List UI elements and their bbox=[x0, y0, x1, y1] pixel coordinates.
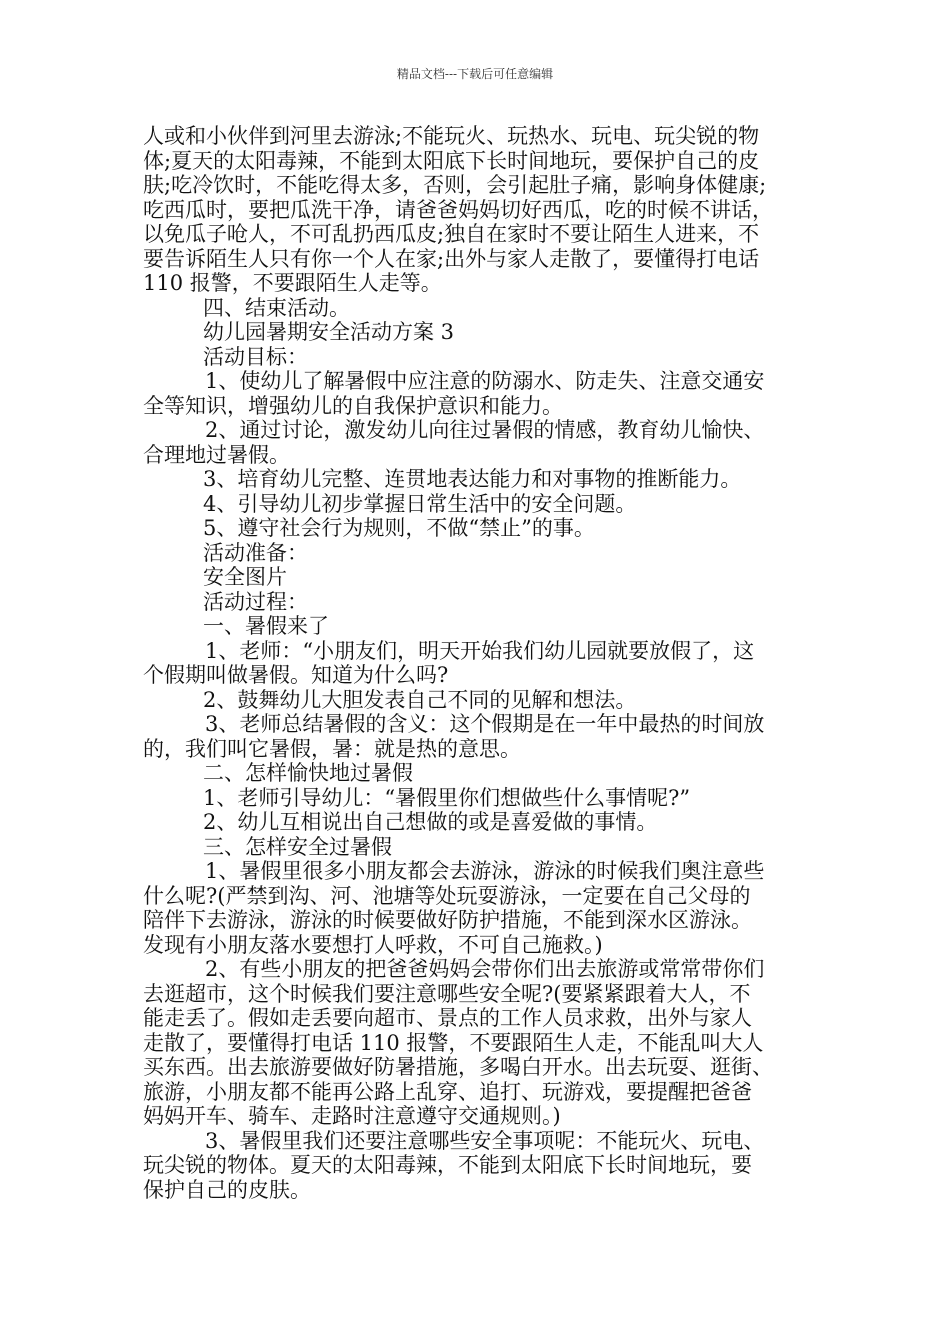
text-line: 要告诉陌生人只有你一个人在家;出外与家人走散了，要懂得打电话 bbox=[143, 246, 760, 271]
text-line: 走散了，要懂得打电话 110 报警，不要跟陌生人走，不能乱叫大人 bbox=[143, 1030, 764, 1055]
text-line: 一、暑假来了 bbox=[203, 614, 329, 638]
text-line: 合理地过暑假。 bbox=[143, 442, 290, 467]
text-line: 活动准备： bbox=[203, 540, 308, 565]
page-header: 精品文档---下载后可任意编辑 bbox=[396, 67, 554, 81]
text-line: 旅游，小朋友都不能再公路上乱穿、追打、玩游戏，要提醒把爸爸 bbox=[143, 1079, 752, 1104]
text-line: 二、怎样愉快地过暑假 bbox=[203, 761, 413, 785]
text-line: 体;夏天的太阳毒辣，不能到太阳底下长时间地玩，要保护自己的皮 bbox=[143, 148, 760, 173]
text-line: 什么呢?(严禁到沟、河、池塘等处玩耍游泳，一定要在自己父母的 bbox=[143, 883, 751, 908]
text-line: 活动目标： bbox=[203, 344, 308, 369]
text-line: 吃西瓜时，要把瓜洗干净，请爸爸妈妈切好西瓜，吃的时候不讲话， bbox=[143, 197, 773, 222]
text-line: 全等知识，增强幼儿的自我保护意识和能力。 bbox=[143, 393, 563, 418]
text-line: 1、使幼儿了解暑假中应注意的防溺水、防走失、注意交通安 bbox=[205, 369, 765, 393]
text-line: 活动过程： bbox=[203, 589, 308, 614]
text-line: 2、通过讨论，激发幼儿向往过暑假的情感，教育幼儿愉快、 bbox=[205, 418, 765, 442]
text-line: 保护自己的皮肤。 bbox=[143, 1177, 311, 1202]
text-line: 个假期叫做暑假。知道为什么吗? bbox=[143, 663, 449, 687]
text-line: 2、鼓舞幼儿大胆发表自己不同的见解和想法。 bbox=[203, 687, 637, 712]
text-line: 人或和小伙伴到河里去游泳;不能玩火、玩热水、玩电、玩尖锐的物 bbox=[143, 124, 760, 148]
text-line: 妈妈开车、骑车、走路时注意遵守交通规则。) bbox=[143, 1104, 561, 1128]
text-line: 2、有些小朋友的把爸爸妈妈会带你们出去旅游或常常带你们 bbox=[205, 957, 765, 981]
text-line: 3、老师总结暑假的含义：这个假期是在一年中最热的时间放 bbox=[205, 712, 765, 736]
text-line: 2、幼儿互相说出自己想做的或是喜爱做的事情。 bbox=[203, 810, 658, 834]
text-line: 5、遵守社会行为规则，不做“禁止”的事。 bbox=[203, 516, 595, 540]
text-line: 买东西。出去旅游要做好防暑措施，多喝白开水。出去玩耍、逛街、 bbox=[143, 1055, 773, 1079]
text-line: 陪伴下去游泳，游泳的时候要做好防护措施，不能到深水区游泳。 bbox=[143, 908, 752, 932]
text-line: 1、老师引导幼儿：“暑假里你们想做些什么事情呢?” bbox=[203, 785, 691, 810]
text-line: 1、暑假里很多小朋友都会去游泳，游泳的时候我们奥注意些 bbox=[205, 859, 765, 883]
text-line: 三、怎样安全过暑假 bbox=[203, 834, 392, 859]
text-line: 肤;吃冷饮时，不能吃得太多，否则，会引起肚子痛，影响身体健康; bbox=[143, 173, 767, 197]
text-line: 发现有小朋友落水要想打人呼救，不可自己施救。) bbox=[143, 932, 603, 957]
text-line: 玩尖锐的物体。夏天的太阳毒辣，不能到太阳底下长时间地玩，要 bbox=[143, 1153, 752, 1177]
text-line: 以免瓜子呛人，不可乱扔西瓜皮;独自在家时不要让陌生人进来，不 bbox=[143, 222, 760, 246]
text-line: 四、结束活动。 bbox=[203, 295, 350, 320]
text-line: 幼儿园暑期安全活动方案 3 bbox=[203, 320, 455, 344]
text-line: 1、老师：“小朋友们，明天开始我们幼儿园就要放假了，这 bbox=[205, 638, 755, 663]
text-line: 3、培育幼儿完整、连贯地表达能力和对事物的推断能力。 bbox=[203, 467, 742, 491]
text-line: 能走丢了。假如走丢要向超市、景点的工作人员求救，出外与家人 bbox=[143, 1006, 752, 1030]
text-line: 安全图片 bbox=[203, 565, 287, 589]
text-line: 110 报警，不要跟陌生人走等。 bbox=[143, 271, 442, 295]
document-body bbox=[143, 124, 815, 1202]
text-line: 的，我们叫它暑假，暑：就是热的意思。 bbox=[143, 736, 521, 761]
text-line: 去逛超市，这个时候我们要注意哪些安全呢?(要紧紧跟着大人，不 bbox=[143, 981, 751, 1006]
text-line: 4、引导幼儿初步掌握日常生活中的安全问题。 bbox=[203, 491, 637, 516]
text-line: 3、暑假里我们还要注意哪些安全事项呢：不能玩火、玩电、 bbox=[205, 1128, 765, 1153]
